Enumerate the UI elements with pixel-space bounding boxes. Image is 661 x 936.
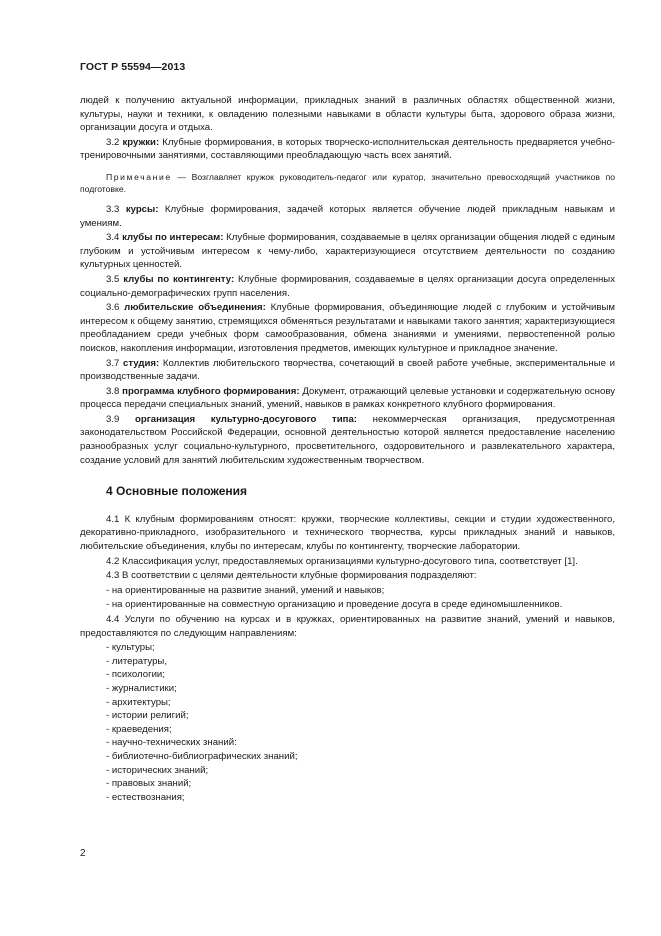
definition-number: 3.9: [106, 413, 120, 425]
definition-number: 3.8: [106, 385, 120, 397]
definition-term: курсы:: [125, 203, 159, 215]
list-item: - архитектуры;: [106, 696, 171, 708]
list-item: - психологии;: [106, 669, 165, 681]
document-header: ГОСТ Р 55594—2013: [80, 61, 186, 73]
definition-term: кружки:: [122, 136, 160, 148]
list-item: - на ориентированные на развитие знаний, умений и навыков;: [106, 584, 385, 596]
definition-3-2: [80, 136, 615, 163]
definition-number: 3.4: [106, 232, 120, 244]
list-item: - на ориентированные на совместную организацию и проведение досуга в среде единомышленников.: [106, 599, 563, 611]
paragraph-4-2: 4.2 Классификация услуг, предоставляемых организациями культурно-досугового типа, соответствует [1].: [106, 555, 578, 567]
definition-number: 3.7: [106, 357, 120, 369]
definition-number: 3.3: [106, 203, 120, 215]
page-number: 2: [80, 848, 86, 859]
list-item: - естествознания;: [106, 791, 185, 803]
list-item: - библиотечно-библиографических знаний;: [106, 750, 298, 762]
definition-3-8: [80, 385, 615, 412]
list-item: - научно-технических знаний:: [106, 737, 237, 749]
definition-text: Клубные формирования, задачей которых является обучение людей прикладным навыкам и умениям.: [80, 203, 616, 229]
note-label: Примечание: [106, 171, 172, 182]
list-item: - истории религий;: [106, 710, 189, 722]
definition-text: Клубные формирования, объединяющие людей с глубоким и устойчивым интересом к общему занятию, стремящихся обменяться результатами и навыками такого занятия; характеризующиеся преобладанием среди учебных форм самообразования, обмена знаниями и умениями, первостепенной ролью поисков, накопления информации, изготовления предметов, имеющих культурное и прикладное значение.: [80, 302, 615, 354]
note-text: — Возглавляет кружок руководитель-педагог или куратор, значительно превосходящий участников по подготовке.: [80, 171, 615, 194]
definition-text: Клубные формирования, в которых творческо-исполнительская деятельность предваряется учебно-тренировочными занятиями, составляющими преобладающую часть всех занятий.: [80, 136, 615, 162]
list-item: - журналистики;: [106, 682, 177, 694]
definition-number: 3.6: [106, 302, 120, 314]
definition-term: студия:: [123, 357, 160, 369]
definition-3-9: [80, 413, 615, 467]
definition-term: клубы по контингенту:: [123, 273, 235, 285]
definition-text: Коллектив любительского творчества, сочетающий в своей работе учебные, экспериментальные и производственные задачи.: [80, 357, 615, 383]
definition-term: программа клубного формирования:: [122, 385, 300, 397]
paragraph-4-1: 4.1 К клубным формированиям относят: кружки, творческие коллективы, секции и студии художественного, декоративно-прикладного, изобразительного и технического творчества, курсы прикладных знаний и навыков, любительские объединения, клубы по интересам, клубы по контингенту, творческие лаборатории.: [80, 513, 615, 553]
paragraph-4-4: 4.4 Услуги по обучению на курсах и в кружках, ориентированных на развитие знаний, умений и навыков, предоставляются по следующим направлениям:: [80, 614, 615, 639]
definition-3-4: [80, 231, 615, 272]
definition-3-5: [80, 273, 615, 300]
definition-text: Документ, отражающий целевые установки и содержательную основу процесса передачи специальных знаний, умений, навыков в рамках конкретного клубного формирования.: [80, 385, 615, 411]
definition-term: любительские объединения:: [124, 302, 266, 314]
list-item: - правовых знаний;: [106, 778, 192, 790]
page-body: [80, 94, 615, 804]
definition-number: 3.5: [106, 273, 120, 285]
list-item: - краеведения;: [106, 723, 172, 735]
definition-3-7: [80, 357, 615, 384]
paragraph-4-3: 4.3 В соответствии с целями деятельности клубные формирования подразделяют:: [106, 570, 477, 582]
definition-3-6: [80, 301, 615, 355]
continuation-paragraph: людей к получению актуальной информации, прикладных знаний в различных областях общественной жизни, культуры, науки и техники, к овладению полезными навыками в области культуры быта, здорового образа жизни, организации досуга и отдыха.: [80, 95, 615, 134]
definition-3-3: [80, 203, 615, 230]
definition-text: Клубные формирования, создаваемые в целях организации общения людей с единым глубоким и устойчивым интересом к чему-либо, характеризующиеся отсутствием деятельности по созданию культурных ценностей.: [80, 232, 615, 271]
definition-term: клубы по интересам:: [122, 232, 224, 244]
list-item: - культуры;: [106, 642, 155, 654]
definition-text: некоммерческая организация, предусмотренная законодательством Российской Федерации, основной деятельностью которой является предоставление населению разнообразных услуг социально-культурного, просветительного, оздоровительного и развлекательного характера, создание условий для занятий любительским художественным творчеством.: [80, 413, 616, 466]
list-item: - исторических знаний;: [106, 764, 209, 776]
note: [80, 171, 615, 195]
definition-term: организация культурно-досугового типа:: [135, 413, 357, 425]
definition-text: Клубные формирования, создаваемые в целях организации досуга определенных социально-демографических групп населения.: [80, 273, 615, 299]
list-item: - литературы,: [106, 655, 167, 667]
section-4-heading: 4 Основные положения: [106, 484, 248, 499]
definition-number: 3.2: [106, 136, 120, 148]
